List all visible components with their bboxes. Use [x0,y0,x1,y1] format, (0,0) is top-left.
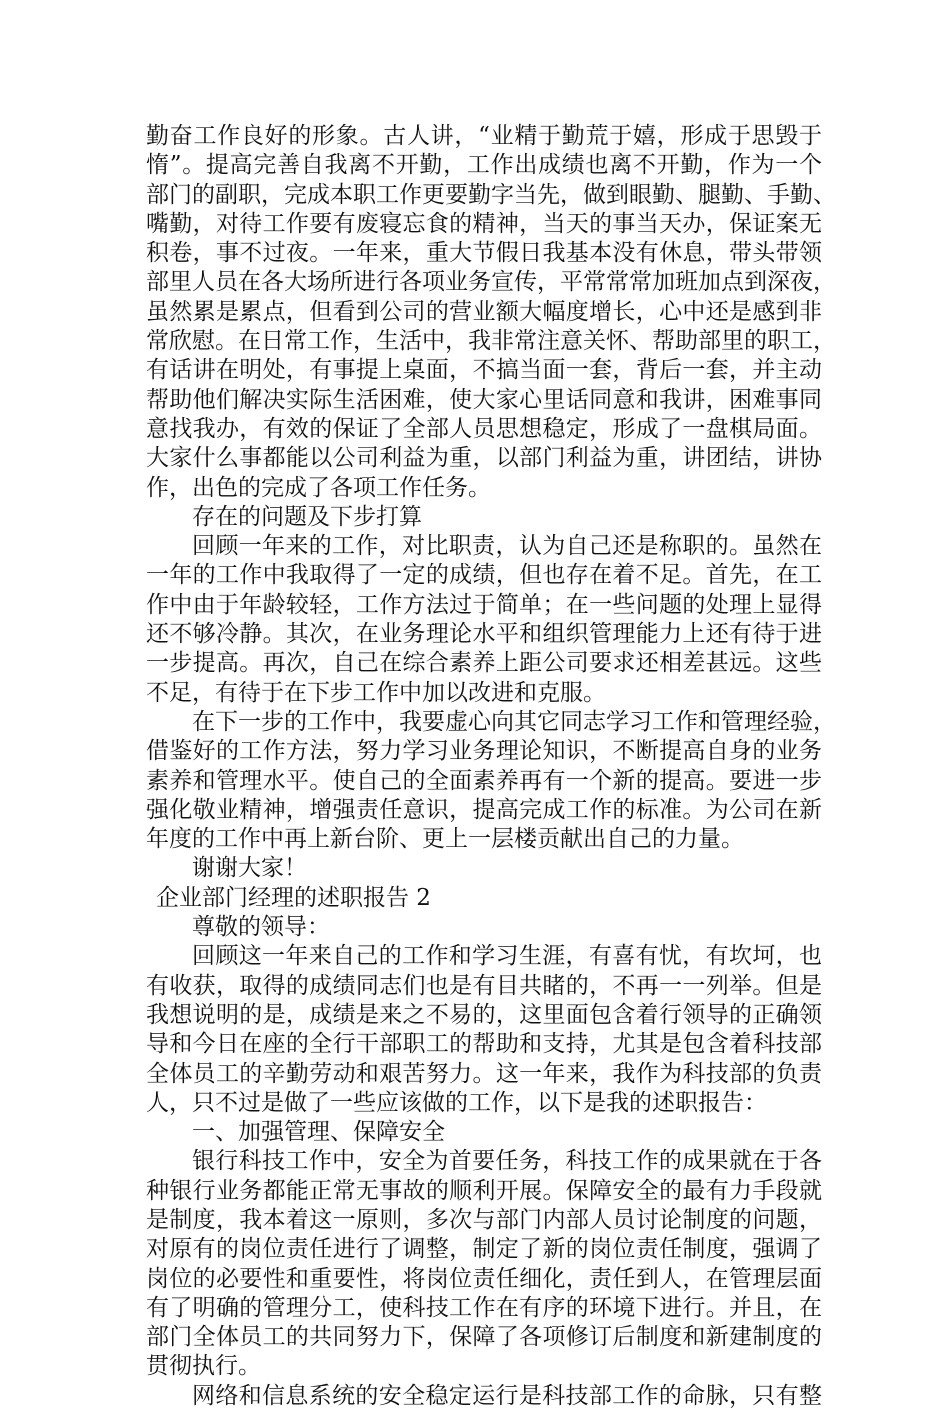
section-title: 企业部门经理的述职报告 2 [156,884,431,911]
text-line: 网络和信息系统的安全稳定运行是科技部工作的命脉，只有整 [192,1382,822,1409]
text-line: 回顾一年来的工作，对比职责，认为自己还是称职的。虽然在 [192,533,822,560]
text-line: 大家什么事都能以公司利益为重，以部门利益为重，讲团结，讲协 [146,445,822,472]
text-line: 惰”。提高完善自我离不开勤，工作出成绩也离不开勤，作为一个 [146,152,822,179]
text-line: 谢谢大家！ [192,855,307,882]
text-line: 常欣慰。在日常工作，生活中，我非常注意关怀、帮助部里的职工， [146,328,836,355]
text-line: 年度的工作中再上新台阶、更上一层楼贡献出自己的力量。 [146,826,744,853]
text-line: 一、加强管理、保障安全 [192,1119,445,1146]
text-line: 积卷，事不过夜。一年来，重大节假日我基本没有休息，带头带领 [146,240,822,267]
text-line: 贯彻执行。 [146,1353,261,1380]
text-line: 有收获，取得的成绩同志们也是有目共睹的，不再一一列举。但是 [146,972,822,999]
text-line: 强化敬业精神，增强责任意识，提高完成工作的标准。为公司在新 [146,796,822,823]
text-line: 部里人员在各大场所进行各项业务宣传，平常常常加班加点到深夜， [146,269,836,296]
text-line: 尊敬的领导： [192,914,330,941]
text-line: 一步提高。再次，自己在综合素养上距公司要求还相差甚远。这些 [146,650,822,677]
text-line: 银行科技工作中，安全为首要任务，科技工作的成果就在于各 [192,1148,822,1175]
text-line: 虽然累是累点，但看到公司的营业额大幅度增长，心中还是感到非 [146,298,822,325]
text-line: 借鉴好的工作方法，努力学习业务理论知识，不断提高自身的业务 [146,738,822,765]
text-line: 还不够冷静。其次，在业务理论水平和组织管理能力上还有待于进 [146,621,822,648]
text-line: 不足，有待于在下步工作中加以改进和克服。 [146,679,606,706]
text-line: 种银行业务都能正常无事故的顺利开展。保障安全的最有力手段就 [146,1177,822,1204]
document-body [146,122,836,1411]
text-line: 素养和管理水平。使自己的全面素养再有一个新的提高。要进一步 [146,767,822,794]
text-line: 帮助他们解决实际生活困难，使大家心里话同意和我讲，困难事同 [146,386,822,413]
text-line: 作中由于年龄较轻，工作方法过于简单；在一些问题的处理上显得 [146,591,822,618]
text-line: 回顾这一年来自己的工作和学习生涯，有喜有忧，有坎坷，也 [192,943,822,970]
text-line: 嘴勤，对待工作要有废寝忘食的精神，当天的事当天办，保证案无 [146,210,822,237]
text-line: 我想说明的是，成绩是来之不易的，这里面包含着行领导的正确领 [146,1001,822,1028]
text-line: 意找我办，有效的保证了全部人员思想稳定，形成了一盘棋局面。 [146,415,822,442]
text-line: 部门全体员工的共同努力下，保障了各项修订后制度和新建制度的 [146,1324,822,1351]
text-line: 勤奋工作良好的形象。古人讲，“业精于勤荒于嬉，形成于思毁于 [146,123,822,149]
text-line: 岗位的必要性和重要性，将岗位责任细化，责任到人，在管理层面 [146,1265,822,1292]
text-line: 导和今日在座的全行干部职工的帮助和支持，尤其是包含着科技部 [146,1031,822,1058]
text-line: 一年的工作中我取得了一定的成绩，但也存在着不足。首先，在工 [146,562,822,589]
text-line: 对原有的岗位责任进行了调整，制定了新的岗位责任制度，强调了 [146,1236,822,1263]
text-line: 是制度，我本着这一原则，多次与部门内部人员讨论制度的问题， [146,1206,822,1233]
text-line: 全体员工的辛勤劳动和艰苦努力。这一年来，我作为科技部的负责 [146,1060,822,1087]
text-line: 人，只不过是做了一些应该做的工作，以下是我的述职报告： [146,1089,767,1116]
text-line: 部门的副职，完成本职工作更要勤字当先，做到眼勤、腿勤、手勤、 [146,181,836,208]
text-line: 有话讲在明处，有事提上桌面，不搞当面一套，背后一套，并主动 [146,357,822,384]
text-line: 存在的问题及下步打算 [192,503,422,530]
text-line: 有了明确的管理分工，使科技工作在有序的环境下进行。并且，在 [146,1294,822,1321]
text-line: 在下一步的工作中，我要虚心向其它同志学习工作和管理经验， [192,708,836,735]
text-line: 作，出色的完成了各项工作任务。 [146,474,491,501]
